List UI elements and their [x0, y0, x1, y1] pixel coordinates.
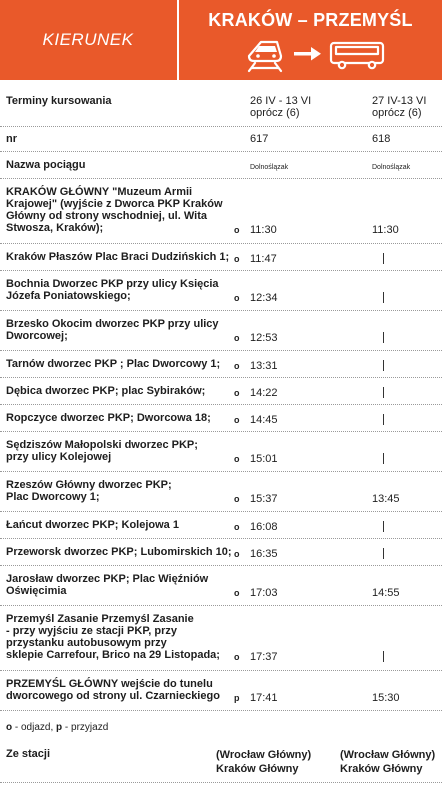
- stop-time-col1: 12:53: [250, 332, 278, 344]
- pass-through-bar: [383, 651, 384, 662]
- origin-row: [0, 740, 442, 783]
- pass-through-bar: [383, 253, 384, 264]
- stop-time-col1: 14:45: [250, 414, 278, 426]
- schedule-col2: 27 IV-13 VI oprócz (6): [372, 95, 427, 119]
- stop-row: [0, 566, 442, 606]
- stop-name: Przeworsk dworzec PKP; Lubomirskich 10;: [6, 546, 232, 558]
- schedule-col1: 26 IV - 13 VI oprócz (6): [250, 95, 312, 119]
- train-number-row: [0, 127, 442, 152]
- stop-time-col2: 14:55: [372, 587, 400, 599]
- direction-label: KIERUNEK: [42, 30, 134, 49]
- stop-time-col1: 17:41: [250, 692, 278, 704]
- stop-name: Przemyśl Zasanie Przemyśl Zasanie - przy wyjściu ze stacji PKP, przy przystanku autobusowym przy sklepie Carrefour, Brico na 29 Listopada;: [6, 613, 220, 661]
- stop-time-col2: 15:30: [372, 692, 400, 704]
- route-cell: [179, 0, 442, 80]
- nr-col2: 618: [372, 133, 391, 145]
- origin-label: Ze stacji: [6, 748, 51, 760]
- pass-through-bar: [383, 548, 384, 559]
- train-name-col2: Dolnoślązak: [372, 164, 411, 171]
- stop-row: [0, 179, 442, 244]
- direction-cell: [0, 0, 176, 80]
- stop-mark: o: [234, 454, 240, 464]
- legend-p-text: - przyjazd: [62, 722, 109, 733]
- stop-mark: o: [234, 293, 240, 303]
- stop-row: [0, 539, 442, 566]
- route-title: KRAKÓW – PRZEMYŚL: [208, 10, 413, 30]
- stop-name: PRZEMYŚL GŁÓWNY wejście do tunelu dworcowego od strony ul. Czarnieckiego: [6, 678, 220, 702]
- stop-time-col1: 15:01: [250, 453, 278, 465]
- stop-row: [0, 512, 442, 539]
- stop-name: Rzeszów Główny dworzec PKP; Plac Dworcowy 1;: [6, 479, 172, 503]
- stop-mark: o: [234, 254, 240, 264]
- origin-col2: (Wrocław Główny) Kraków Główny: [340, 749, 436, 775]
- stop-row: [0, 378, 442, 405]
- train-name-row: [0, 152, 442, 179]
- stop-mark: o: [234, 415, 240, 425]
- stop-time-col1: 17:37: [250, 651, 278, 663]
- pass-through-bar: [383, 360, 384, 371]
- stop-name: Dębica dworzec PKP; plac Sybiraków;: [6, 385, 206, 397]
- stop-name: Kraków Płaszów Plac Braci Dudzińskich 1;: [6, 251, 230, 263]
- nr-col1: 617: [250, 133, 269, 145]
- pass-through-bar: [383, 292, 384, 303]
- legend-p-key: p: [56, 722, 63, 733]
- stop-name: Sędziszów Małopolski dworzec PKP; przy ulicy Kolejowej: [6, 439, 198, 463]
- train-name-col1: Dolnoślązak: [250, 164, 289, 171]
- stop-mark: o: [234, 522, 240, 532]
- stop-time-col1: 12:34: [250, 292, 278, 304]
- pass-through-bar: [383, 453, 384, 464]
- stop-mark: p: [234, 693, 240, 703]
- stop-name: Bochnia Dworzec PKP przy ulicy Księcia Józefa Poniatowskiego;: [6, 278, 219, 302]
- legend-o-text: - odjazd,: [12, 722, 57, 733]
- nr-label: nr: [6, 133, 17, 145]
- stop-mark: o: [234, 549, 240, 559]
- stop-time-col1: 15:37: [250, 493, 278, 505]
- schedule-label: Terminy kursowania: [6, 95, 112, 107]
- stop-mark: o: [234, 361, 240, 371]
- legend-o-key: o: [6, 722, 13, 733]
- header-banner: [0, 0, 442, 80]
- pass-through-bar: [383, 332, 384, 343]
- stop-time-col1: 13:31: [250, 360, 278, 372]
- stop-time-col2: 13:45: [372, 493, 400, 505]
- pass-through-bar: [383, 521, 384, 532]
- train-name-label: Nazwa pociągu: [6, 159, 86, 171]
- origin-col1: (Wrocław Główny) Kraków Główny: [216, 749, 312, 775]
- timetable: [0, 88, 442, 711]
- schedule-row: [0, 88, 442, 127]
- stop-row: [0, 671, 442, 711]
- legend: [6, 722, 108, 733]
- stop-row: [0, 472, 442, 512]
- train-icon: [249, 42, 281, 71]
- bus-icon: [331, 43, 383, 68]
- stop-mark: o: [234, 588, 240, 598]
- stop-time-col1: 11:30: [250, 224, 277, 236]
- pass-through-bar: [383, 414, 384, 425]
- stop-name: KRAKÓW GŁÓWNY "Muzeum Armii Krajowej" (wyjście z Dworca PKP Kraków Główny od strony wschodniej, ul. Wita Stwosza, Kraków);: [6, 186, 223, 234]
- stop-mark: o: [234, 388, 240, 398]
- stop-mark: o: [234, 333, 240, 343]
- stop-row: [0, 432, 442, 472]
- arrow-right-icon: [294, 47, 321, 61]
- stop-mark: o: [234, 225, 240, 235]
- stop-row: [0, 311, 442, 351]
- stop-mark: o: [234, 494, 240, 504]
- stop-name: Łańcut dworzec PKP; Kolejowa 1: [6, 519, 179, 531]
- stop-list: [0, 179, 442, 711]
- stop-row: [0, 606, 442, 671]
- stop-row: [0, 351, 442, 378]
- pass-through-bar: [383, 387, 384, 398]
- stop-mark: o: [234, 652, 240, 662]
- stop-time-col1: 14:22: [250, 387, 278, 399]
- stop-row: [0, 405, 442, 432]
- stop-name: Ropczyce dworzec PKP; Dworcowa 18;: [6, 412, 211, 424]
- stop-name: Brzesko Okocim dworzec PKP przy ulicy Dworcowej;: [6, 318, 219, 342]
- stop-time-col1: 16:35: [250, 548, 278, 560]
- stop-time-col2: 11:30: [372, 224, 399, 236]
- stop-name: Jarosław dworzec PKP; Plac Więźniów Oświęcimia: [6, 573, 209, 597]
- stop-time-col1: 16:08: [250, 521, 278, 533]
- stop-time-col1: 11:47: [250, 253, 277, 265]
- stop-time-col1: 17:03: [250, 587, 278, 599]
- stop-row: [0, 271, 442, 311]
- stop-row: [0, 244, 442, 271]
- transport-icons: [241, 34, 391, 74]
- stop-name: Tarnów dworzec PKP ; Plac Dworcowy 1;: [6, 358, 221, 370]
